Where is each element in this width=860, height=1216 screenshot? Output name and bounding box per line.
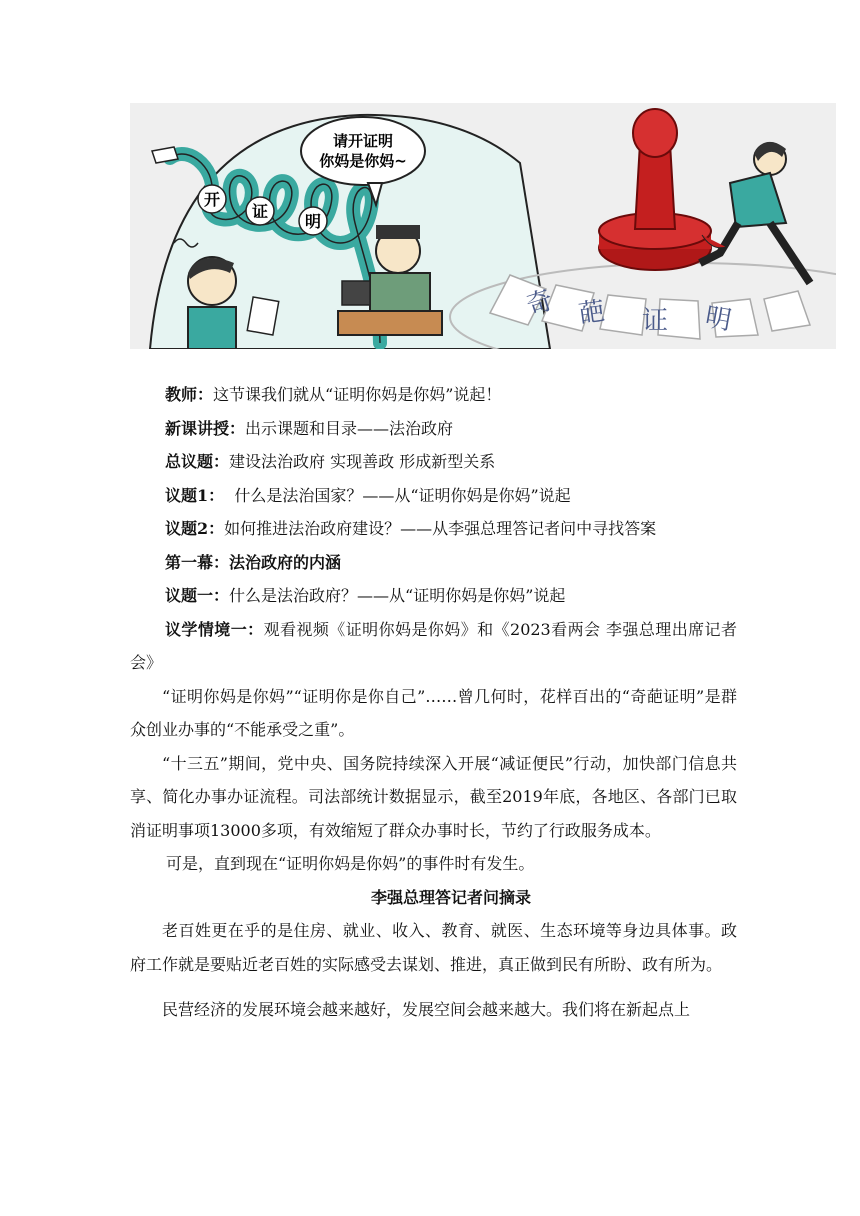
monitor	[342, 281, 370, 305]
seal-char-1: 奇	[522, 285, 557, 322]
line-topic-1: 议题1： 什么是法治国家？——从“证明你妈是你妈”说起	[165, 485, 571, 505]
citizen-body	[188, 307, 236, 349]
seal-char-3: 证	[642, 306, 669, 336]
line-act-one: 第一幕：法治政府的内涵	[165, 552, 342, 572]
line-teacher: 教师：这节课我们就从“证明你妈是你妈”说起！	[165, 385, 502, 404]
line-main-topic: 总议题：建设法治政府 实现善政 形成新型关系	[165, 452, 496, 471]
line-topic-one: 议题一：什么是法治政府？——从“证明你妈是你妈”说起	[165, 586, 566, 605]
line-new-lesson: 新课讲授：出示课题和目录——法治政府	[165, 418, 454, 438]
stamp-knob	[633, 109, 677, 157]
excerpt-title: 李强总理答记者问摘录	[370, 887, 531, 907]
line-topic-2: 议题2：如何推进法治政府建设？——从李强总理答记者问中寻找答案	[165, 519, 657, 538]
desk	[338, 311, 442, 335]
paragraph-3: 可是，直到现在“证明你妈是你妈”的事件时有发生。	[166, 854, 535, 873]
paragraph-1: “证明你妈是你妈”“证明你是你自己”……曾几何时，花样百出的“奇葩证明”是群众创业办事的“不能承受之重”。	[130, 686, 737, 739]
excerpt-paragraph-1: 老百姓更在乎的是住房、就业、收入、教育、就医、生态环境等身边具体事。政府工作就是要贴近老百姓的实际感受去谋划、推进，真正做到民有所盼、政有所为。	[130, 921, 737, 974]
document-body	[130, 378, 737, 1027]
paragraph-2: “十三五”期间，党中央、国务院持续深入开展“减证便民”行动，加快部门信息共享、简化办事办证流程。司法部统计数据显示，截至2019年底，各地区、各部门已取消证明事项13000多项，有效缩短了群众办事时长，节约了行政服务成本。	[130, 753, 737, 840]
paragraph-gap	[165, 981, 737, 993]
scenario-paragraph: 议学情境一：观看视频《证明你妈是你妈》和《2023看两会 李强总理出席记者会》	[130, 619, 737, 672]
cartoon-illustration	[130, 103, 836, 349]
coil-char-2: 证	[251, 202, 269, 221]
seal-char-2: 葩	[576, 296, 607, 330]
runner-leg-front	[770, 223, 810, 283]
bubble-line-2: 你妈是你妈~	[319, 152, 407, 170]
official-hair	[376, 225, 420, 239]
seal-char-4: 明	[702, 302, 734, 337]
runner-body	[730, 173, 786, 227]
bubble-line-1: 请开证明	[332, 132, 394, 150]
paper-sheet	[247, 297, 279, 335]
speech-bubble	[301, 117, 425, 185]
excerpt-paragraph-2: 民营经济的发展环境会越来越好，发展空间会越来越大。我们将在新起点上	[162, 1000, 691, 1019]
cartoon-svg	[130, 103, 836, 349]
coil-char-1: 开	[203, 190, 221, 209]
coil-char-3: 明	[304, 212, 322, 231]
